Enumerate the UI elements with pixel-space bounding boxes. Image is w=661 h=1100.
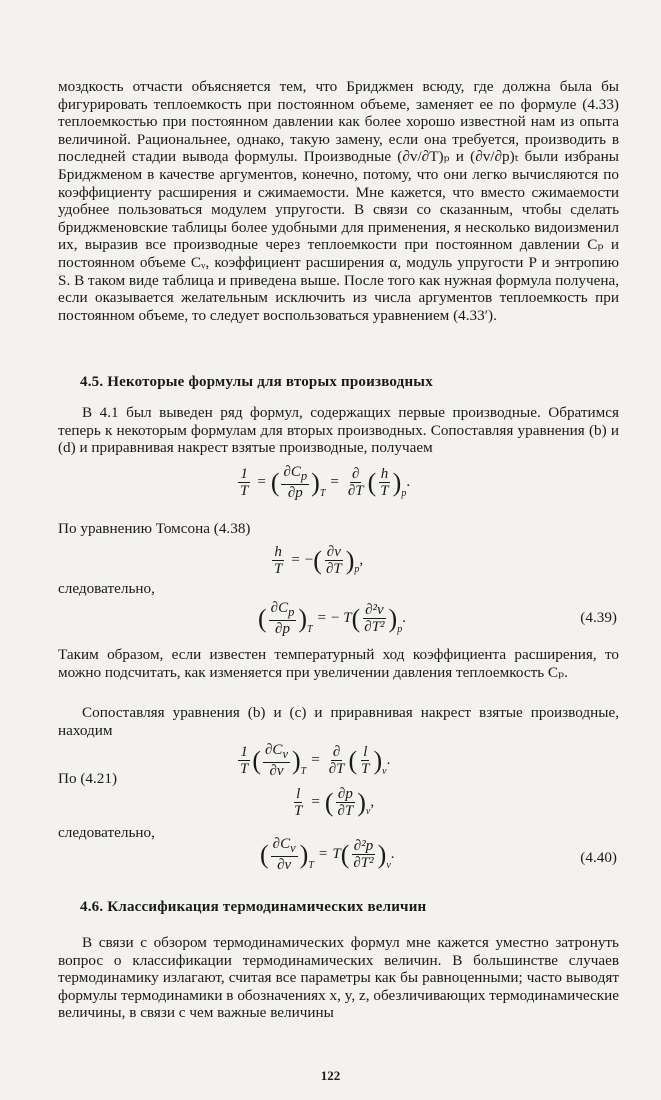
- paragraph-cross-derivatives-cv: Сопоставляя уравнения (b) и (c) и приравнивая накрест взятые производные, находим: [58, 704, 619, 739]
- equation-number-4-40: (4.40): [580, 849, 617, 866]
- page-number: 122: [320, 1068, 341, 1083]
- label-consequently-1: следовательно,: [58, 580, 155, 597]
- paragraph-thermal-expansion: Таким образом, если известен температурный ход коэффициента расширения, то можно подсчитать, как изменяется при увеличении давления теплоемкость Cₚ.: [58, 646, 619, 681]
- label-consequently-2: следовательно,: [58, 824, 155, 841]
- equation-thomson: $\frac{h}{T}$ = − ( $\frac{\partial v}{\partial T}$ ) p ,: [274, 544, 364, 577]
- equation-number-4-39: (4.39): [580, 609, 617, 626]
- label-thomson-equation: По уравнению Томсона (4.38): [58, 520, 251, 537]
- label-by-4-21: По (4.21): [58, 770, 118, 787]
- paragraph-intro: моздкость отчасти объясняется тем, что Бриджмен всюду, где должна была бы фигурировать теплоемкость при постоянном объеме, заменяет ее по формуле (4.33) теплоемкостью при постоянном давлении как более хорошо известной нам из опыта величиной. Рациональнее, однако, такую замену, если она требуется, производить в последней стадии вывода формулы. Производные (∂v/∂T)ₚ и (∂v/∂p)ₜ были избраны Бриджменом в качестве аргументов, конечно, потому, что они легко вычисляются по коэффициенту расширения и сжимаемости. Мне кажется, что вместо сжимаемости удобнее пользоваться модулем упругости. В связи со сказанным, чтобы сделать бриджменовские таблицы более удобными для применения, я несколько видоизменил их, выразив все производные через теплоемкости при постоянном давлении Cₚ и постоянном объеме Cᵥ, коэффициент расширения α, модуль упругости P и энтропию S. В таком виде таблица и приведена выше. После того как нужная формула получена, если оказывается желательным исключить из числа аргументов теплоемкость при постоянном объеме, то следует воспользоваться уравнением (4.33′).: [58, 78, 619, 324]
- equation-cv-cross-derivative: $\frac{1}{T}$ ( $\frac{\partial C_v}{\partial v}$ ) T = $\frac{\partial}{\partial T}$ ( $\frac{l}{T}$ ) v .: [240, 742, 391, 779]
- paragraph-second-derivatives: В 4.1 был выведен ряд формул, содержащих первые производные. Обратимся теперь к некоторым формулам для вторых производных. Сопоставляя уравнения (b) и (d) и приравнивая накрест взятые производные, получаем: [58, 404, 619, 457]
- equation-4-40: ( $\frac{\partial C_v}{\partial v}$ ) T = T ( $\frac{\text{∂²p}}{\text{∂T²}}$ ) v .: [260, 836, 395, 873]
- equation-4-39: ( $\frac{\partial C_p}{\partial p}$ ) T = − T ( $\frac{\text{∂²v}}{\text{∂T²}}$ ) p .: [258, 600, 406, 637]
- equation-4-21: $\frac{l}{T}$ = ( $\frac{\partial p}{\partial T}$ ) v ,: [294, 786, 375, 819]
- equation-first-cross-derivative: $\frac{1}{T}$ = ( $\frac{\partial C_p}{\partial p}$ ) T = $\frac{\partial}{\partial T}$ ( $\frac{h}{T}$ ) p .: [240, 464, 411, 501]
- paragraph-classification: В связи с обзором термодинамических формул мне кажется уместно затронуть вопрос о классификации термодинамических величин. В большинстве случаев термодинамику излагают, считая все параметры как бы равноценными; часто выводят формулы термодинамики в обозначениях x, y, z, обезличивающих термодинамические величины, в связи с чем важные величины: [58, 934, 619, 1022]
- section-heading-4-6: 4.6. Классификация термодинамических величин: [80, 899, 427, 915]
- section-heading-4-5: 4.5. Некоторые формулы для вторых производных: [80, 374, 433, 390]
